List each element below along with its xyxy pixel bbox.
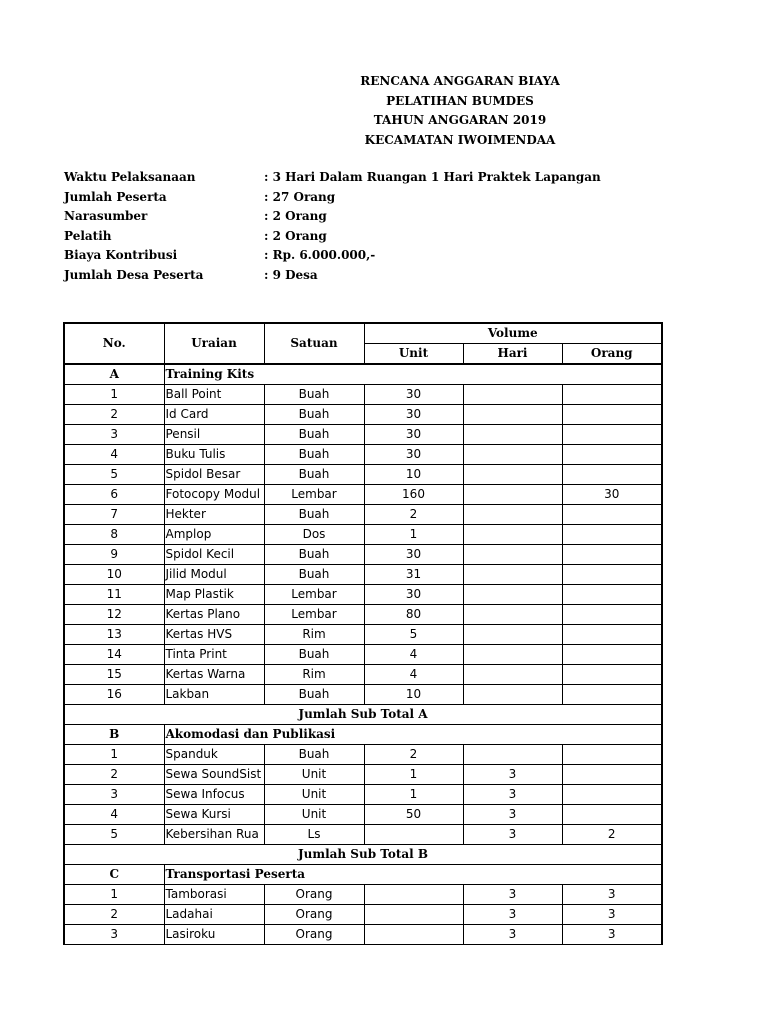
row-no: 9 [64, 545, 164, 565]
heading-line-1: RENCANA ANGGARAN BIAYA [360, 74, 560, 88]
row-unit [364, 905, 463, 925]
row-unit: 30 [364, 425, 463, 445]
row-satuan: Orang [264, 905, 364, 925]
row-unit: 80 [364, 605, 463, 625]
row-no: 4 [64, 445, 164, 465]
section-blank [364, 865, 662, 885]
row-orang: 3 [562, 925, 662, 945]
row-no: 3 [64, 925, 164, 945]
table-row [64, 525, 662, 545]
row-no: 3 [64, 785, 164, 805]
subtotal-row [64, 705, 662, 725]
row-uraian: Lasiroku [164, 925, 264, 945]
row-uraian: Sewa Kursi [164, 805, 264, 825]
row-orang [562, 525, 662, 545]
section-blank [364, 725, 662, 745]
row-unit [364, 925, 463, 945]
info-value: : 9 Desa [264, 267, 318, 282]
section-code: A [64, 364, 164, 385]
row-hari: 3 [463, 785, 562, 805]
row-orang [562, 625, 662, 645]
row-uraian: Kertas Plano [164, 605, 264, 625]
row-orang [562, 745, 662, 765]
subtotal-label: Jumlah Sub Total B [64, 845, 662, 865]
row-satuan: Buah [264, 425, 364, 445]
row-orang [562, 425, 662, 445]
row-satuan: Unit [264, 765, 364, 785]
row-uraian: Kertas Warna [164, 665, 264, 685]
row-unit: 50 [364, 805, 463, 825]
info-value: : 3 Hari Dalam Ruangan 1 Hari Praktek Lapangan [264, 170, 601, 184]
row-no: 8 [64, 525, 164, 545]
info-row [64, 188, 601, 208]
row-orang [562, 605, 662, 625]
row-no: 2 [64, 405, 164, 425]
row-uraian: Tamborasi [164, 885, 264, 905]
header-uraian: Uraian [164, 323, 264, 364]
table-row [64, 905, 662, 925]
row-unit: 30 [364, 405, 463, 425]
row-uraian: Ball Point [164, 385, 264, 405]
table-row [64, 585, 662, 605]
row-uraian: Id Card [164, 405, 264, 425]
info-label: Biaya Kontribusi [64, 248, 178, 262]
row-orang [562, 645, 662, 665]
info-value: : Rp. 6.000.000,- [264, 248, 376, 262]
info-row [64, 227, 601, 247]
table-row [64, 625, 662, 645]
row-satuan: Buah [264, 465, 364, 485]
section-title: Akomodasi dan Publikasi [164, 725, 364, 745]
row-no: 2 [64, 905, 164, 925]
row-uraian: Sewa SoundSist [164, 765, 264, 785]
row-orang [562, 805, 662, 825]
row-unit: 4 [364, 665, 463, 685]
row-satuan: Lembar [264, 485, 364, 505]
row-unit: 160 [364, 485, 463, 505]
row-uraian: Amplop [164, 525, 264, 545]
row-satuan: Buah [264, 445, 364, 465]
row-hari: 3 [463, 925, 562, 945]
heading-line-2: PELATIHAN BUMDES [386, 93, 534, 108]
row-uraian: Sewa Infocus [164, 785, 264, 805]
row-unit: 1 [364, 785, 463, 805]
subtotal-row [64, 845, 662, 865]
row-hari [463, 425, 562, 445]
row-orang [562, 765, 662, 785]
row-no: 1 [64, 385, 164, 405]
row-unit [364, 885, 463, 905]
row-hari [463, 405, 562, 425]
row-hari [463, 645, 562, 665]
header-hari: Hari [463, 344, 562, 365]
row-no: 1 [64, 885, 164, 905]
row-hari: 3 [463, 825, 562, 845]
row-unit: 30 [364, 385, 463, 405]
row-orang [562, 465, 662, 485]
row-orang: 30 [562, 485, 662, 505]
table-row [64, 745, 662, 765]
section-blank [364, 364, 662, 385]
info-label: Jumlah Desa Peserta [64, 267, 204, 282]
row-orang [562, 405, 662, 425]
header-satuan: Satuan [264, 323, 364, 364]
info-label: Waktu Pelaksanaan [64, 170, 196, 184]
row-hari [463, 665, 562, 685]
row-orang [562, 445, 662, 465]
row-hari [463, 685, 562, 705]
heading-line-3: TAHUN ANGGARAN 2019 [373, 113, 547, 127]
row-satuan: Buah [264, 645, 364, 665]
row-uraian: Spidol Kecil [164, 545, 264, 565]
row-satuan: Buah [264, 385, 364, 405]
row-uraian: Hekter [164, 505, 264, 525]
row-orang [562, 785, 662, 805]
header-orang: Orang [562, 344, 662, 365]
row-unit: 30 [364, 445, 463, 465]
section-title: Training Kits [164, 364, 364, 385]
row-hari: 3 [463, 805, 562, 825]
row-orang [562, 685, 662, 705]
row-satuan: Buah [264, 545, 364, 565]
table-row [64, 885, 662, 905]
row-satuan: Unit [264, 785, 364, 805]
row-no: 3 [64, 425, 164, 445]
info-label: Narasumber [64, 209, 148, 223]
section-row [64, 865, 662, 885]
section-row [64, 364, 662, 385]
row-uraian: Buku Tulis [164, 445, 264, 465]
row-hari [463, 505, 562, 525]
row-unit: 30 [364, 545, 463, 565]
table-row [64, 545, 662, 565]
table-row [64, 445, 662, 465]
section-code: C [64, 865, 164, 885]
row-satuan: Lembar [264, 585, 364, 605]
row-hari [463, 565, 562, 585]
row-hari [463, 445, 562, 465]
row-unit: 4 [364, 645, 463, 665]
row-no: 11 [64, 585, 164, 605]
row-uraian: Lakban [164, 685, 264, 705]
row-uraian: Jilid Modul [164, 565, 264, 585]
row-uraian: Kebersihan Rua [164, 825, 264, 845]
row-unit: 1 [364, 525, 463, 545]
row-unit: 2 [364, 745, 463, 765]
row-no: 16 [64, 685, 164, 705]
row-hari [463, 485, 562, 505]
table-row [64, 645, 662, 665]
row-no: 4 [64, 805, 164, 825]
row-satuan: Orang [264, 925, 364, 945]
table-row [64, 805, 662, 825]
row-satuan: Ls [264, 825, 364, 845]
row-uraian: Spidol Besar [164, 465, 264, 485]
row-hari [463, 585, 562, 605]
row-satuan: Buah [264, 405, 364, 425]
row-no: 13 [64, 625, 164, 645]
row-no: 2 [64, 765, 164, 785]
table-row [64, 825, 662, 845]
info-row [64, 266, 601, 286]
row-no: 5 [64, 825, 164, 845]
row-unit: 10 [364, 685, 463, 705]
info-label: Jumlah Peserta [64, 189, 167, 204]
row-satuan: Buah [264, 745, 364, 765]
heading-line-4: KECAMATAN IWOIMENDAA [364, 132, 556, 147]
row-orang [562, 585, 662, 605]
subtotal-label: Jumlah Sub Total A [64, 705, 662, 725]
row-satuan: Buah [264, 505, 364, 525]
row-unit: 1 [364, 765, 463, 785]
row-orang [562, 505, 662, 525]
row-uraian: Map Plastik [164, 585, 264, 605]
table-row [64, 765, 662, 785]
table-row [64, 665, 662, 685]
info-label: Pelatih [64, 228, 112, 243]
section-title: Transportasi Peserta [164, 865, 364, 885]
row-uraian: Tinta Print [164, 645, 264, 665]
row-no: 14 [64, 645, 164, 665]
row-satuan: Lembar [264, 605, 364, 625]
row-orang [562, 665, 662, 685]
row-satuan: Buah [264, 565, 364, 585]
row-uraian: Pensil [164, 425, 264, 445]
row-no: 10 [64, 565, 164, 585]
row-satuan: Dos [264, 525, 364, 545]
info-row [64, 207, 601, 227]
table-row [64, 405, 662, 425]
table-row [64, 605, 662, 625]
row-satuan: Rim [264, 665, 364, 685]
info-block [64, 168, 601, 285]
table-row [64, 785, 662, 805]
row-orang [562, 545, 662, 565]
header-no: No. [64, 323, 164, 364]
row-uraian: Ladahai [164, 905, 264, 925]
table-row [64, 465, 662, 485]
row-orang: 3 [562, 885, 662, 905]
info-row [64, 168, 601, 188]
info-row [64, 246, 601, 266]
row-hari [463, 525, 562, 545]
table-row [64, 385, 662, 405]
row-unit: 10 [364, 465, 463, 485]
row-unit: 31 [364, 565, 463, 585]
table-row [64, 485, 662, 505]
row-no: 7 [64, 505, 164, 525]
row-orang [562, 385, 662, 405]
row-unit: 5 [364, 625, 463, 645]
row-hari: 3 [463, 765, 562, 785]
row-hari [463, 605, 562, 625]
row-no: 6 [64, 485, 164, 505]
document-heading [280, 72, 640, 150]
row-orang [562, 565, 662, 585]
header-volume: Volume [364, 323, 662, 344]
section-code: B [64, 725, 164, 745]
header-unit: Unit [364, 344, 463, 365]
row-hari [463, 745, 562, 765]
row-hari: 3 [463, 885, 562, 905]
row-orang: 2 [562, 825, 662, 845]
row-no: 5 [64, 465, 164, 485]
row-orang: 3 [562, 905, 662, 925]
row-hari [463, 625, 562, 645]
row-no: 12 [64, 605, 164, 625]
row-unit [364, 825, 463, 845]
row-hari: 3 [463, 905, 562, 925]
row-unit: 2 [364, 505, 463, 525]
budget-table [63, 322, 663, 945]
row-satuan: Orang [264, 885, 364, 905]
row-hari [463, 545, 562, 565]
table-row [64, 425, 662, 445]
row-hari [463, 385, 562, 405]
info-value: : 2 Orang [264, 228, 327, 243]
row-uraian: Fotocopy Modul [164, 485, 264, 505]
table-row [64, 505, 662, 525]
info-value: : 2 Orang [264, 209, 327, 223]
row-uraian: Kertas HVS [164, 625, 264, 645]
row-satuan: Unit [264, 805, 364, 825]
table-row [64, 925, 662, 945]
row-satuan: Buah [264, 685, 364, 705]
row-no: 15 [64, 665, 164, 685]
table-row [64, 565, 662, 585]
row-hari [463, 465, 562, 485]
section-row [64, 725, 662, 745]
row-satuan: Rim [264, 625, 364, 645]
row-no: 1 [64, 745, 164, 765]
table-row [64, 685, 662, 705]
info-value: : 27 Orang [264, 189, 336, 204]
row-uraian: Spanduk [164, 745, 264, 765]
row-unit: 30 [364, 585, 463, 605]
